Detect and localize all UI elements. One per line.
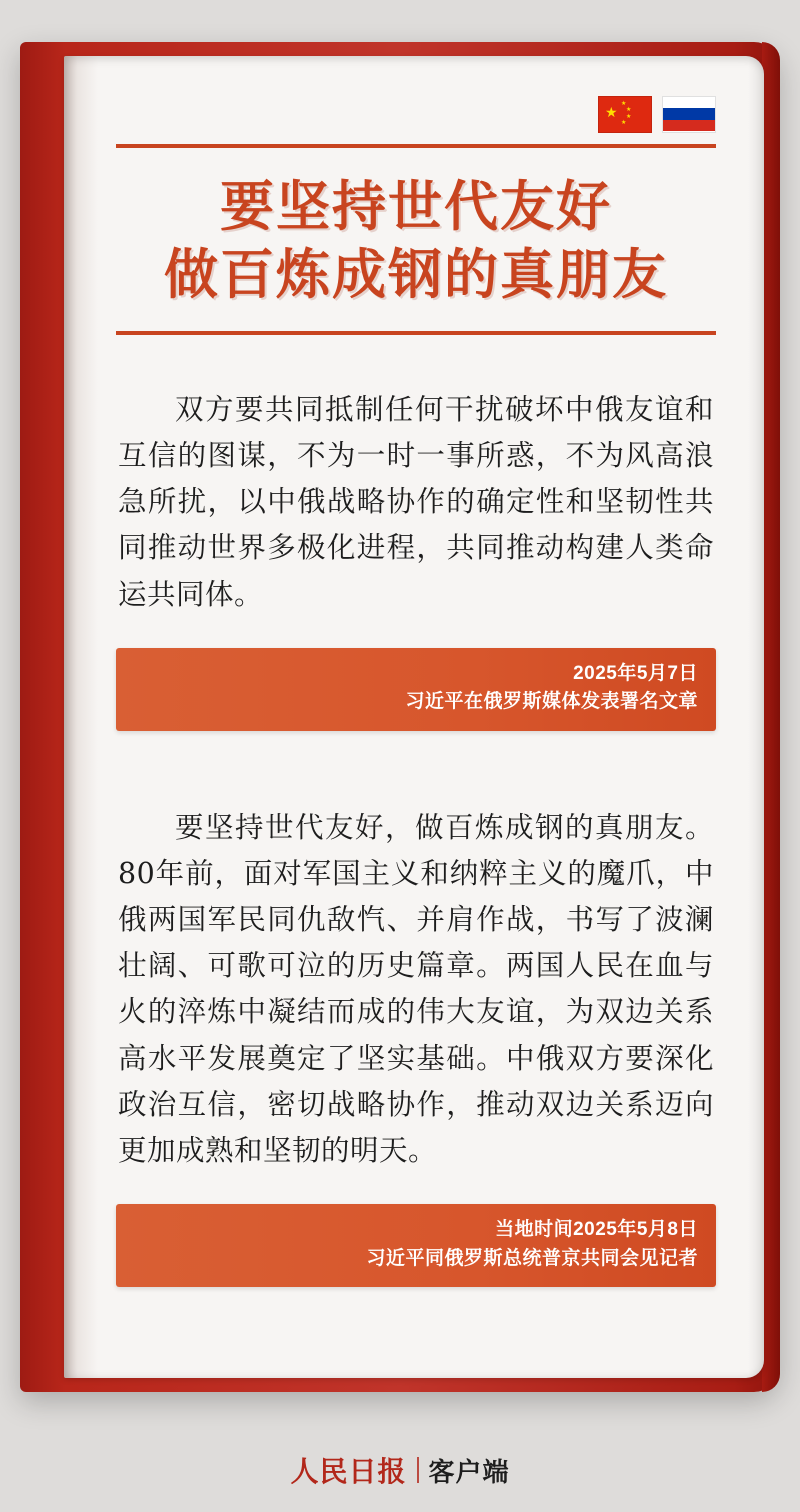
quote-text-2: 要坚持世代友好，做百炼成钢的真朋友。80年前，面对军国主义和纳粹主义的魔爪，中俄两国军民同仇敌忾、并肩作战，书写了波澜壮阔、可歌可泣的历史篇章。两国人民在血与火的淬炼中凝结而成的伟大友谊，为双边关系高水平发展奠定了坚实基础。中俄双方要深化政治互信，密切战略协作，推动双边关系迈向更加成熟和坚韧的明天。 <box>118 810 714 1167</box>
brand-divider <box>417 1457 419 1483</box>
russia-flag-icon <box>662 96 716 133</box>
quote-source-1: 习近平在俄罗斯媒体发表署名文章 <box>405 691 698 713</box>
title-bottom-rule <box>116 331 716 335</box>
china-flag-small-star-1: ★ <box>621 100 627 107</box>
rmrb-logo: 人民日报 <box>290 1455 407 1488</box>
china-flag-small-star-2: ★ <box>626 106 632 113</box>
quote-source-2: 习近平同俄罗斯总统普京共同会见记者 <box>366 1247 698 1269</box>
quote-attribution-2 <box>116 1204 716 1287</box>
page-title <box>116 148 716 315</box>
quote-attribution-1 <box>116 648 716 731</box>
book-cover <box>20 42 780 1392</box>
quote-date-1: 2025年5月7日 <box>573 662 698 684</box>
client-label: 客户端 <box>428 1456 510 1487</box>
quote-date-2: 当地时间2025年5月8日 <box>495 1219 698 1241</box>
poster-content <box>116 96 716 1346</box>
china-flag-small-star-3: ★ <box>626 113 632 120</box>
spine-shadow <box>64 56 98 1378</box>
china-flag-small-star-4: ★ <box>621 119 627 126</box>
russia-flag-band-red <box>663 120 715 132</box>
page-right-shadow <box>748 56 764 1378</box>
quote-text-1: 双方要共同抵制任何干扰破坏中俄友谊和互信的图谋，不为一时一事所惑，不为风高浪急所扰，以中俄战略协作的确定性和坚韧性共同推动世界多极化进程，共同推动构建人类命运共同体。 <box>118 393 714 611</box>
footer-brand <box>0 1440 800 1500</box>
russia-flag-band-blue <box>663 108 715 120</box>
flag-row <box>116 96 716 132</box>
page-surface <box>64 56 764 1378</box>
china-flag-big-star: ★ <box>605 103 618 120</box>
russia-flag-band-white <box>663 97 715 109</box>
cover-right-edge <box>762 42 780 1392</box>
title-line-1: 要坚持世代友好 <box>220 177 612 237</box>
title-line-2: 做百炼成钢的真朋友 <box>164 244 668 305</box>
china-flag-icon <box>598 96 652 133</box>
